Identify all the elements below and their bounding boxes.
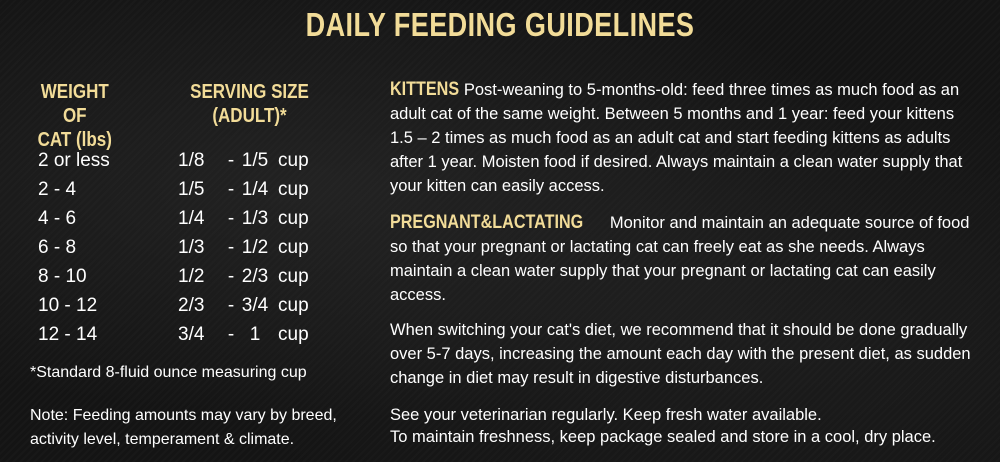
weight-cell: 6 - 8 [38,237,77,258]
serving-dash: - [227,179,235,200]
serving-from-cell: 1/2 [178,266,205,287]
vet-advice-line: See your veterinarian regularly. Keep fresh water available. [390,406,822,424]
table-row [0,150,380,179]
table-row [0,237,380,266]
serving-dash: - [227,295,235,316]
serving-dash: - [227,208,235,229]
kittens-section [390,78,980,198]
weight-header-line2: CAT (lbs) [37,129,112,151]
serving-dash: - [227,150,235,171]
kittens-text: Post-weaning to 5-months-old: feed three times as much food as an adult cat of the same weight. Between 5 months and 1 year: feed your kittens 1.5 – 2 times as much food as an adult cat and start feeding kittens as adults after 1 year. Moisten food if desired. Always maintain a clean water supply that your kitten can easily access. [390,81,963,195]
kittens-heading: KITTENS [390,79,460,100]
weight-cell: 10 - 12 [38,295,98,316]
serving-to-cell: 1/3 [241,208,269,229]
weight-cell: 8 - 10 [38,266,87,287]
weight-header-line1: WEIGHT OF [40,81,109,127]
pregnant-lactating-heading: PREGNANT&LACTATING [390,212,584,233]
serving-from-cell: 3/4 [178,324,205,345]
serving-to-cell: 1/5 [241,150,269,171]
serving-from-cell: 1/3 [178,237,205,258]
storage-advice [390,404,980,448]
page-title: DAILY FEEDING GUIDELINES [305,6,695,43]
table-row [0,208,380,237]
serving-from-cell: 2/3 [178,295,205,316]
serving-dash: - [227,324,235,345]
serving-unit: cup [278,295,309,316]
weight-cell: 4 - 6 [38,208,77,229]
storage-advice-line: To maintain freshness, keep package sealed and store in a cool, dry place. [390,428,936,446]
table-row [0,295,380,324]
weight-cell: 2 - 4 [38,179,77,200]
serving-unit: cup [278,179,309,200]
weight-column-header [28,80,122,152]
pregnant-lactating-text: Monitor and maintain an adequate source of food so that your pregnant or lactating cat can freely eat as she needs. Always maintain a clean water supply that your pregnant or lactating cat can easily access. [390,214,970,304]
feeding-table [0,150,380,353]
serving-to-cell: 3/4 [241,295,269,316]
serving-from-cell: 1/5 [178,179,205,200]
serving-from-cell: 1/4 [178,208,205,229]
serving-dash: - [227,266,235,287]
serving-column-header [190,80,309,128]
table-row [0,324,380,353]
serving-from-cell: 1/8 [178,150,205,171]
serving-unit: cup [278,237,309,258]
serving-unit: cup [278,324,309,345]
serving-header-line2: (ADULT)* [212,105,287,127]
serving-unit: cup [278,208,309,229]
table-row [0,179,380,208]
feeding-note: Note: Feeding amounts may vary by breed, activity level, temperament & climate. [30,407,337,448]
serving-dash: - [227,237,235,258]
weight-cell: 12 - 14 [38,324,98,345]
serving-unit: cup [278,150,309,171]
serving-header-line1: SERVING SIZE [190,81,309,103]
serving-to-cell: 2/3 [241,266,269,287]
diet-switching-paragraph: When switching your cat's diet, we recommend that it should be done gradually over 5-7 days, increasing the amount each day with the present diet, as sudden change in diet may result in digestive disturbances. [390,321,971,387]
measuring-cup-footnote: *Standard 8-fluid ounce measuring cup [30,364,307,381]
serving-to-cell: 1 [249,324,261,345]
pregnant-lactating-section [390,211,980,307]
serving-unit: cup [278,266,309,287]
table-row [0,266,380,295]
serving-to-cell: 1/4 [241,179,269,200]
serving-to-cell: 1/2 [241,237,269,258]
weight-cell: 2 or less [38,150,110,171]
